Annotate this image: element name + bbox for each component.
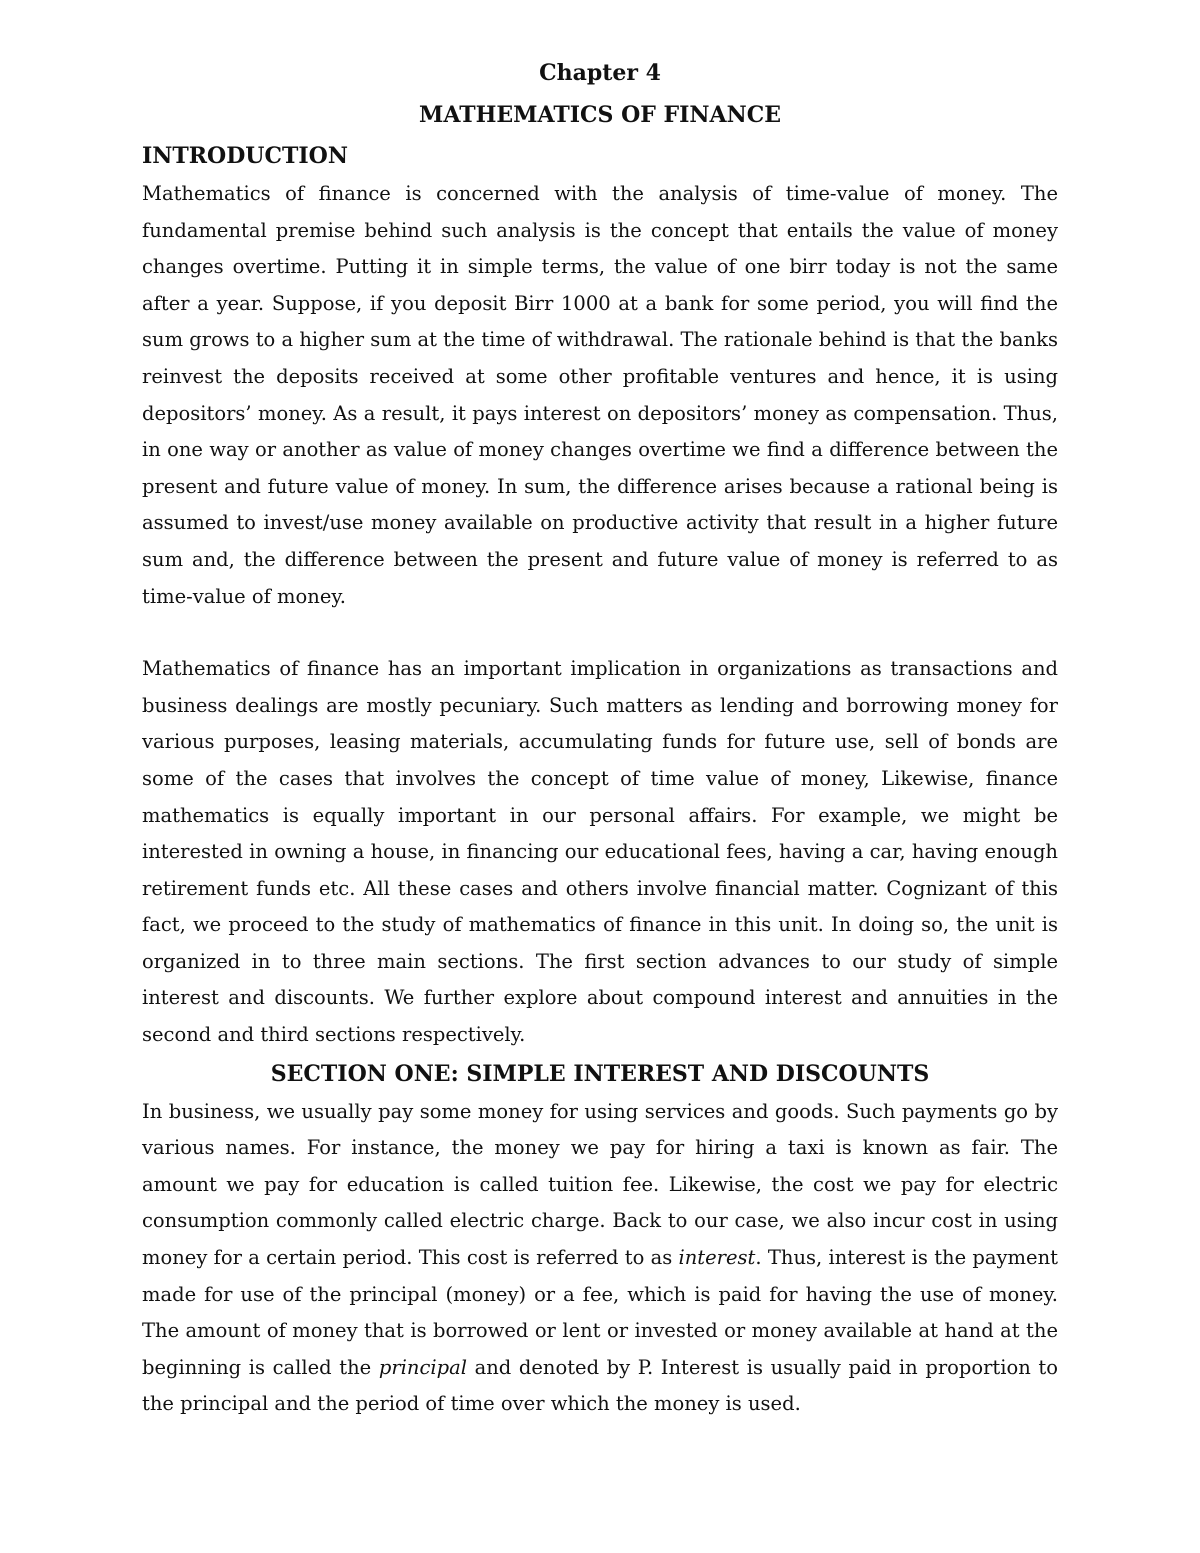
intro-paragraph-1: Mathematics of finance is concerned with the analysis of time-value of money. The fundamental premise behind such analysis is the concept that entails the value of money changes overtime. Putting it in simple terms, the value of one birr today is not the same after a year. Suppose, if you deposit Birr 1000 at a bank for some period, you will find the sum grows to a higher sum at the time of withdrawal. The rationale behind is that the banks reinvest the deposits received at some other profitable ventures and hence, it is using depositors’ money. As a result, it pays interest on depositors’ money as compensation. Thus, in one way or another as value of money changes overtime we find a difference between the present and future value of money. In sum, the difference arises because a rational being is assumed to invest/use money available on productive activity that result in a higher future sum and, the difference between the present and future value of money is referred to as time-value of money. [142,182,1058,608]
section-one-text-3: and denoted by P. Interest is usually paid in proportion to the principal and the period of time over which the money is used. [142,1355,1059,1416]
intro-paragraph-2: Mathematics of finance has an important implication in organizations as transactions and business dealings are mostly pecuniary. Such matters as lending and borrowing money for various purposes, leasing materials, accumulating funds for future use, sell of bonds are some of the cases that involves the concept of time value of money, Likewise, finance mathematics is equally important in our personal affairs. For example, we might be interested in owning a house, in financing our educational fees, having a car, having enough retirement funds etc. All these cases and others involve financial matter. Cognizant of this fact, we proceed to the study of mathematics of finance in this unit. In doing so, the unit is organized in to three main sections. The first section advances to our study of simple interest and discounts. We further explore about compound interest and annuities in the second and third sections respectively. [142,657,1058,1047]
document-page [142,52,1058,1423]
term-principal: principal [378,1355,467,1379]
chapter-number: Chapter 4 [539,60,661,86]
paragraph-spacer [142,615,1058,651]
chapter-title: MATHEMATICS OF FINANCE [418,102,781,128]
introduction-heading: INTRODUCTION [142,143,348,169]
section-one-heading: SECTION ONE: SIMPLE INTEREST AND DISCOUNTS [270,1060,930,1087]
section-one-text-2: . Thus, interest is the payment made for use of the principal (money) or a fee, which is paid for having the use of money. The amount of money that is borrowed or lent or invested or money available at hand at the beginning is called the [142,1246,1058,1379]
term-interest: interest [678,1246,756,1270]
section-one-text-1: In business, we usually pay some money for using services and goods. Such payments go by various names. For instance, the money we pay for hiring a taxi is known as fair. The amount we pay for education is called tuition fee. Likewise, the cost we pay for electric consumption commonly called electric charge. Back to our case, we also incur cost in using money for a certain period. This cost is referred to as [142,1099,1058,1270]
section-one-paragraph [142,1094,1058,1423]
